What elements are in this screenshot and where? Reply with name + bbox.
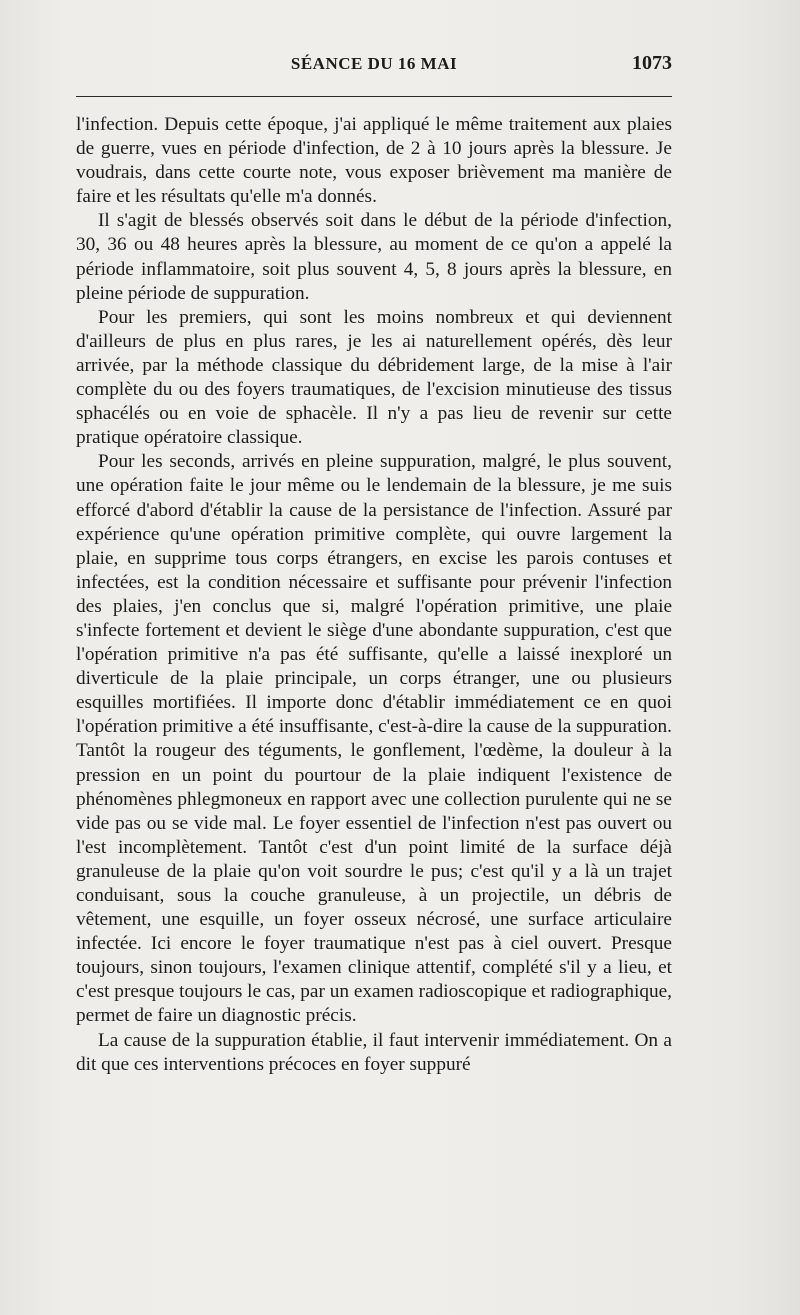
paragraph: Pour les seconds, arrivés en pleine suppuration, malgré, le plus souvent, une opération faite le jour même ou le lendemain de la blessure, je me suis efforcé d'abord d'établir la cause de la persistance de l'infection. Assuré par expérience qu'une opération primitive complète, qui ouvre largement la plaie, en supprime tous corps étrangers, en excise les parois contuses et infectées, est la condition nécessaire et suffisante pour prévenir l'infection des plaies, j'en conclus que si, malgré l'opération primitive, une plaie s'infecte fortement et devient le siège d'une abondante suppuration, c'est que l'opération primitive n'a pas été suffisante, qu'elle a laissé inexploré un diverticule de la plaie principale, un corps étranger, une ou plusieurs esquilles mortifiées. Il importe donc d'établir immédiatement ce en quoi l'opération primitive a été insuffisante, c'est-à-dire la cause de la suppuration. Tantôt la rougeur des téguments, le gonflement, l'œdème, la douleur à la pression en un point du pourtour de la plaie indiquent l'existence de phénomènes phlegmoneux en rapport avec une collection purulente qui ne se vide pas ou se vide mal. Le foyer essentiel de l'infection n'est pas ouvert ou l'est incomplètement. Tantôt c'est d'un point limité de la surface déjà granuleuse de la plaie qu'on voit sourdre le pus; c'est qu'il y a là un trajet conduisant, sous la couche granuleuse, à un projectile, un débris de vêtement, une esquille, un foyer osseux nécrosé, une surface articulaire infectée. Ici encore le foyer traumatique n'est pas à ciel ouvert. Presque toujours, sinon toujours, l'examen clinique attentif, complété s'il y a lieu, et c'est presque toujours le cas, par un examen radioscopique et radiographique, permet de faire un diagnostic précis. bbox=[76, 451, 672, 1027]
page-header bbox=[76, 52, 672, 80]
running-title: SÉANCE DU 16 MAI bbox=[290, 54, 458, 73]
header-rule bbox=[76, 96, 672, 97]
paragraph: Il s'agit de blessés observés soit dans le début de la période d'infection, 30, 36 ou 48 heures après la blessure, au moment de ce qu'on a appelé la période inflammatoire, soit plus souvent 4, 5, 8 jours après la blessure, en pleine période de suppuration. bbox=[76, 210, 672, 304]
paragraph: La cause de la suppuration établie, il faut intervenir immédiatement. On a dit que ces interventions précoces en foyer suppuré bbox=[76, 1029, 672, 1075]
paragraph: Pour les premiers, qui sont les moins nombreux et qui deviennent d'ailleurs de plus en plus rares, je les ai naturellement opérés, dès leur arrivée, par la méthode classique du débridement large, de la mise à l'air complète du ou des foyers traumatiques, de l'excision minutieuse des tissus sphacélés ou en voie de sphacèle. Il n'y a pas lieu de revenir sur cette pratique opératoire classique. bbox=[76, 306, 672, 449]
page-number: 1073 bbox=[632, 52, 672, 74]
paragraph: l'infection. Depuis cette époque, j'ai appliqué le même traitement aux plaies de guerre, vues en période d'infection, de 2 à 10 jours après la blessure. Je voudrais, dans cette courte note, vous exposer brièvement ma manière de faire et les résultats qu'elle m'a donnés. bbox=[76, 114, 672, 208]
body-text bbox=[76, 113, 672, 1077]
